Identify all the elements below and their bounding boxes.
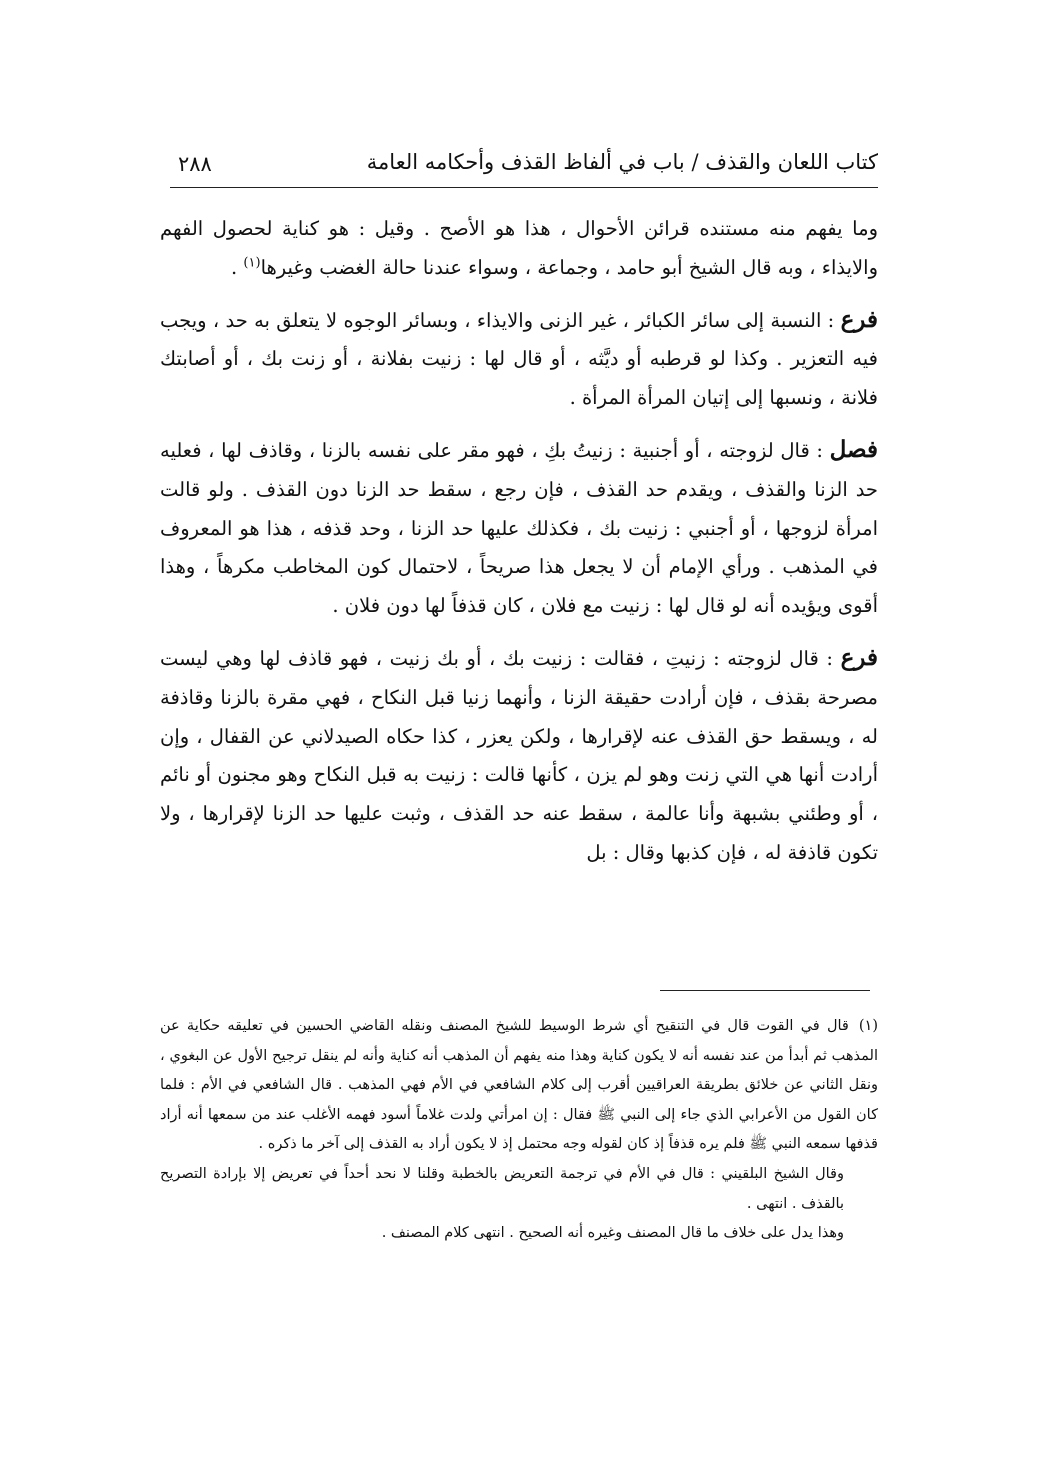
paragraph-1 [160, 210, 878, 288]
paragraph-3-text: : قال لزوجته ، أو أجنبية : زنيتُ بكِ ، فهو مقر على نفسه بالزنا ، وقاذف لها ، فعليه حد الزنا والقذف ، ويقدم حد القذف ، فإن رجع ، سقط حد الزنا دون القذف . ولو قالت امرأة لزوجها ، أو أجنبي : زنيت بك ، فكذلك عليها حد الزنا ، وحد قذفه ، هذا هو المعروف في المذهب . ورأي الإمام أن لا يجعل هذا صريحاً ، لاحتمال كون المخاطب مكرهاً ، وهذا أقوى ويؤيده أنه لو قال لها : زنيت مع فلان ، كان قذفاً لها دون فلان . [160, 438, 878, 618]
section-lead-far-2: فرع [840, 643, 878, 671]
footnote-1-continuation-b [160, 1160, 878, 1219]
section-lead-far: فرع [840, 305, 878, 333]
running-title: كتاب اللعان والقذف / باب في ألفاظ القذف وأحكامه العامة [366, 150, 878, 174]
footnote-1-continuation-c [160, 1219, 878, 1249]
footnote-1 [160, 1012, 878, 1160]
footnote-1-text-a: قال في القوت قال في التنقيح أي شرط الوسيط للشيخ المصنف ونقله القاضي الحسين في تعليقه حكاية عن المذهب ثم أبدأ من عند نفسه أنه لا يكون كناية وهذا منه يفهم أن المذهب أنه كناية وأنه لم ينقل ترجيح الأول عن البغوي ، ونقل الثاني عن خلائق بطريقة العراقيين أقرب إلى كلام الشافعي في الأم فهي المذهب . قال الشافعي في الأم : فلما كان القول من الأعرابي الذي جاء إلى النبي ﷺ فقال : إن امرأتي ولدت غلاماً أسود فهمه الأغلب عند من سمعها أنه أراد قذفها سمعه النبي ﷺ فلم يره قذفاً إذ كان لقوله وجه محتمل إذ لا يكون أراد به القذف إلى آخر ما ذكره . [160, 1018, 878, 1153]
section-lead-fasl: فصل [829, 435, 878, 463]
paragraph-4-text: : قال لزوجته : زنيتِ ، فقالت : زنيت بك ، أو بك زنيت ، فهو قاذف لها وهي ليست مصرحة بقذف ، فإن أرادت حقيقة الزنا ، وأنهما زنيا قبل النكاح ، فهي مقرة بالزنا وقاذفة له ، ويسقط حق القذف عنه لإقرارها ، ولكن يعزر ، كذا حكاه الصيدلاني عن القفال ، وإن أرادت أنها هي التي زنت وهو لم يزن ، كأنها قالت : زنيت به قبل النكاح وهو مجنون أو نائم ، أو وطئني بشبهة وأنا عالمة ، سقط عنه حد القذف ، وثبت عليها حد الزنا لإقرارها ، ولا تكون قاذفة له ، فإن كذبها وقال : بل [160, 646, 878, 864]
paragraph-1-end: . [231, 255, 244, 279]
footnote-marker: (١) [858, 1018, 878, 1034]
main-text [160, 210, 878, 873]
footnote-1-text-c: وهذا يدل على خلاف ما قال المصنف وغيره أنه الصحيح . انتهى كلام المصنف . [381, 1225, 844, 1242]
footnote-1-text-b: وقال الشيخ البلقيني : قال في الأم في ترجمة التعريض بالخطبة وقلنا لا نحد أحداً في تعريض إلا بإرادة التصريح بالقذف . انتهى . [160, 1165, 844, 1212]
paragraph-3 [160, 431, 878, 626]
page-number: ٢٨٨ [178, 152, 212, 176]
footnote-reference: (١) [243, 255, 261, 271]
paragraph-1-text: وما يفهم منه مستنده قرائن الأحوال ، هذا هو الأصح . وقيل : هو كناية لحصول الفهم والايذاء ، وبه قال الشيخ أبو حامد ، وجماعة ، وسواء عندنا حالة الغضب وغيرها [160, 217, 878, 279]
paragraph-2-text: : النسبة إلى سائر الكبائر ، غير الزنى والايذاء ، وبسائر الوجوه لا يتعلق به حد ، ويجب فيه التعزير . وكذا لو قرطبه أو ديَّثه ، أو قال لها : زنيت بفلانة ، أو زنت بك ، أو أصابتك فلانة ، ونسبها إلى إتيان المرأة المرأة . [160, 308, 878, 410]
header-divider [170, 187, 878, 188]
footnote-divider [660, 990, 870, 991]
paragraph-4 [160, 639, 878, 873]
footnotes [160, 1012, 878, 1249]
page-header [170, 146, 878, 182]
paragraph-2 [160, 301, 878, 418]
